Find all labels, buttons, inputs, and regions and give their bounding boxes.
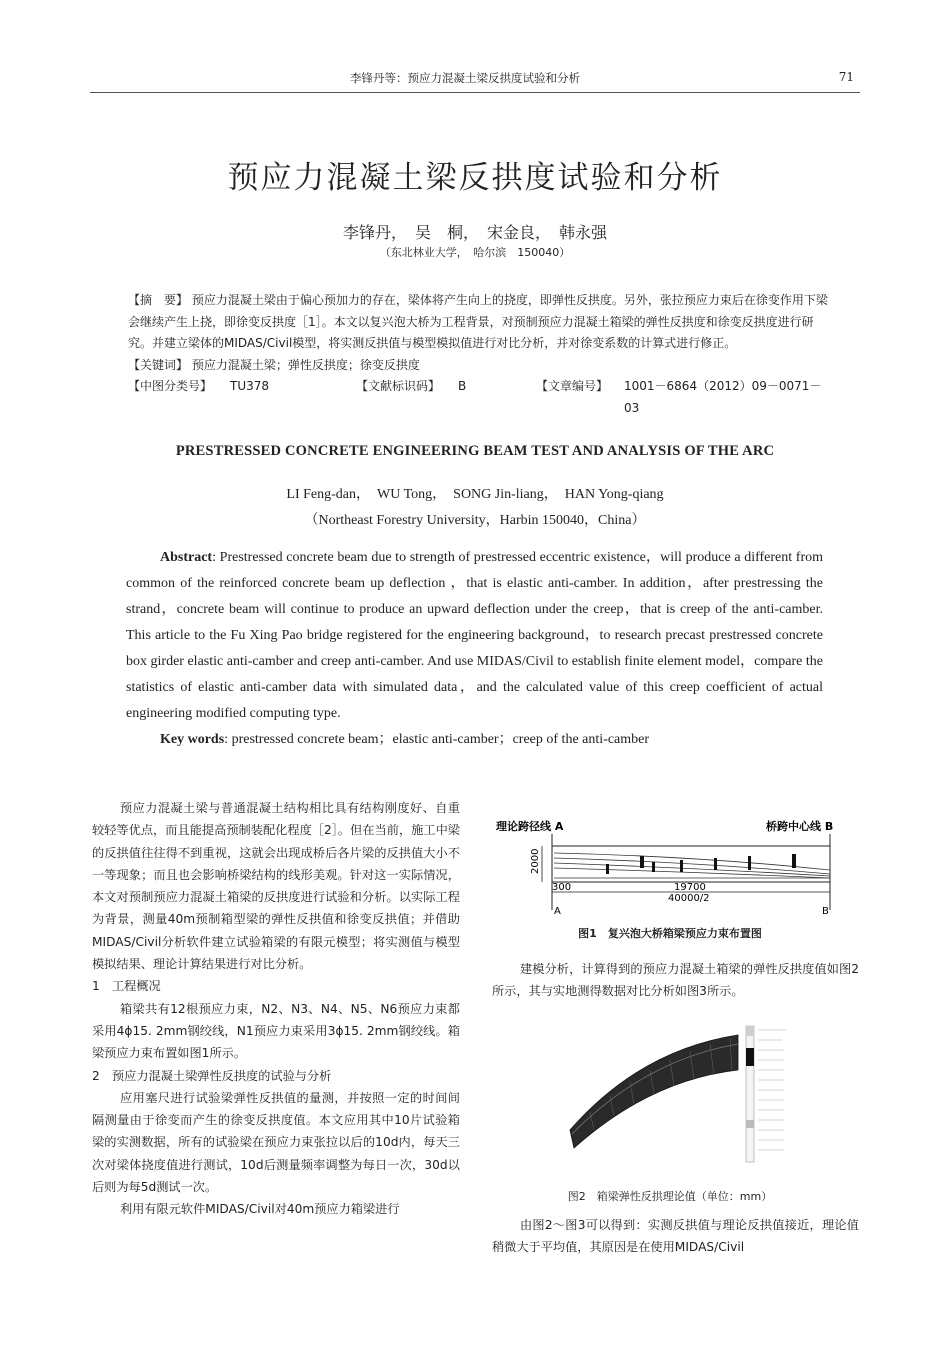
- fig1-point-a: A: [554, 906, 561, 916]
- running-header: [90, 70, 860, 93]
- fig1-anchor: [748, 856, 751, 870]
- abstract-en-text: Prestressed concrete beam due to strength of prestressed eccentric existence，will produce a different from common of the reinforced concrete beam up deflection ，that is elastic anti-camber. In addition，after prestressing the strand，concrete beam will continue to produce an upward deflection under the creep，that is creep of the anti-camber. This article to the Fu Xing Pao bridge registered for the engineering background，to research precast prestressed concrete box girder elastic anti-camber and creep anti-camber. And use MIDAS/Civil to establish finite element model，compare the statistics of elastic anti-camber data with simulated data，and the calculated value of this creep coefficient of actual engineering modified computing type.: [126, 550, 823, 721]
- section-2-paragraph-1: 应用塞尺进行试验梁弹性反拱值的量测，并按照一定的时间间隔测量由于徐变而产生的徐变反拱度值。本文应用其中10片试验箱梁的实测数据，所有的试验梁在预应力束张拉以后的10d内，每天三次对梁体挠度值进行测试，10d后测量频率调整为每日一次，30d以后则为每5d测试一次。: [92, 1090, 460, 1195]
- section-2-paragraph-2: 利用有限元软件MIDAS/Civil对40m预应力箱梁进行: [120, 1202, 400, 1217]
- english-abstract-block: [126, 545, 823, 753]
- fig1-label-left: 理论跨径线 A: [496, 820, 564, 833]
- figure-2-caption: 图2 箱梁弹性反拱理论值（单位：mm）: [567, 1190, 773, 1203]
- figure-1-tendon-layout: [494, 818, 846, 916]
- classification-row: [128, 376, 828, 415]
- body-left-column: [92, 797, 460, 1221]
- keywords-cn-text: 预应力混凝土梁；弹性反拱度；徐变反拱度: [191, 357, 420, 372]
- clc-value: TU378: [230, 379, 270, 393]
- section-1-heading: 1 工程概况: [92, 979, 161, 994]
- fig1-anchor: [606, 864, 609, 874]
- paper-title: 预应力混凝土梁反拱度试验和分析: [227, 160, 723, 196]
- english-keywords: Key words: prestressed concrete beam；elastic anti-camber；creep of the anti-camber: [160, 732, 650, 747]
- abstract-cn-label: 【摘 要】: [128, 293, 189, 307]
- clc-label: 【中图分类号】: [128, 379, 213, 393]
- art-value: 1001－6864（2012）09－0071－03: [624, 379, 822, 415]
- authors: 李锋丹， 吴 桐， 宋金良， 韩永强: [342, 223, 607, 242]
- keywords-en-label: Key words: [160, 732, 225, 747]
- figure-1-caption: 图1 复兴泡大桥箱梁预应力束布置图: [578, 927, 762, 940]
- english-title: PRESTRESSED CONCRETE ENGINEERING BEAM TEST AND ANALYSIS OF THE ARC: [175, 443, 775, 459]
- right-paragraph-2: 由图2～图3可以得到：实测反拱值与理论反拱值接近，理论值稍微大于平均值，其原因是在使用MIDAS/Civil: [492, 1218, 859, 1255]
- running-title: 李锋丹等：预应力混凝土梁反拱度试验和分析: [350, 71, 580, 85]
- english-affiliation: （Northeast Forestry University，Harbin 150040，China）: [304, 513, 646, 528]
- fig2-legend: [746, 1026, 786, 1162]
- fig1-dim-300: 300: [552, 882, 572, 893]
- abstract-en-label: Abstract: [160, 550, 213, 565]
- keywords-cn: [128, 355, 828, 377]
- keywords-en-text: prestressed concrete beam；elastic anti-camber；creep of the anti-camber: [231, 732, 650, 747]
- intro-paragraph: 预应力混凝土梁与普通混凝土结构相比具有结构刚度好、自重较轻等优点，而且能提高预制装配化程度［2］。但在当前，施工中梁的反拱值往往得不到重视，这就会出现成桥后各片梁的反拱值大小不一等现象；而且也会影响桥梁结构的线形美观。针对这一实际情况，本文对预制预应力混凝土箱梁的反拱度进行试验和分析。以实际工程为背景，测量40m预制箱型梁的弹性反拱值和徐变反拱值；并借助MIDAS/Civil分析软件建立试验箱梁的有限元模型；将实测值与模型模拟结果、理论计算结果进行对比分析。: [92, 801, 460, 972]
- fig1-tendon: [554, 853, 830, 870]
- english-authors: LI Feng-dan， WU Tong， SONG Jin-liang， HAN Yong-qiang: [286, 487, 664, 502]
- section-1-text: 箱梁共有12根预应力束，N2、N3、N4、N5、N6预应力束都采用4ϕ15. 2mm钢绞线，N1预应力束采用3ϕ15. 2mm钢绞线。箱梁预应力束布置如图1所示。: [92, 1001, 460, 1061]
- right-paragraph-1: 建模分析，计算得到的预应力混凝土箱梁的弹性反拱度值如图2所示，其与实地测得数据对比分析如图3所示。: [492, 962, 859, 999]
- keywords-cn-label: 【关键词】: [128, 357, 189, 372]
- fig1-dim-19700: 19700: [674, 882, 706, 893]
- figure-2-camber-model: [560, 1020, 790, 1170]
- fig1-label-right: 桥跨中心线 B: [766, 820, 834, 833]
- fig2-beam-shape: [570, 1035, 738, 1148]
- page-number: 71: [838, 70, 854, 84]
- fig1-anchor: [640, 856, 644, 868]
- affiliation: （东北林业大学， 哈尔滨 150040）: [379, 246, 571, 259]
- fig1-tendon: [554, 868, 830, 878]
- section-2-heading: 2 预应力混凝土梁弹性反拱度的试验与分析: [92, 1068, 332, 1083]
- fig1-anchor: [652, 862, 655, 872]
- doc-label: 【文献标识码】: [356, 379, 441, 393]
- fig1-dim-half: 40000/2: [668, 893, 710, 904]
- chinese-abstract-block: [128, 290, 828, 415]
- body-right-column-upper: [492, 958, 859, 1003]
- fig1-anchor: [680, 860, 683, 872]
- body-right-column-lower: [492, 1214, 859, 1259]
- fig1-point-b: B: [822, 906, 829, 916]
- fig1-anchor: [792, 854, 796, 868]
- abstract-cn-text: 预应力混凝土梁由于偏心预加力的存在，梁体将产生向上的挠度，即弹性反拱度。另外，张拉预应力束后在徐变作用下梁会继续产生上挠，即徐变反拱度［1］。本文以复兴泡大桥为工程背景，对预制预应力混凝土箱梁的弹性反拱度和徐变反拱度进行研究。并建立梁体的MIDAS/Civil模型，将实测反拱值与模型模拟值进行对比分析，并对徐变系数的计算式进行修正。: [128, 293, 828, 350]
- fig1-anchor: [714, 858, 717, 870]
- art-label: 【文章编号】: [536, 379, 609, 393]
- english-abstract: Abstract: Prestressed concrete beam due to strength of prestressed eccentric existence，will produce a different from common of the reinforced concrete beam up deflection ，that is elastic anti-camber. In addition，after prestressing the strand，concrete beam will continue to produce an upward deflection under the creep，that is creep of the anti-camber. This article to the Fu Xing Pao bridge registered for the engineering background，to research precast prestressed concrete box girder elastic anti-camber and creep anti-camber. And use MIDAS/Civil to establish finite element model，compare the statistics of elastic anti-camber data with simulated data，and the calculated value of this creep coefficient of actual engineering modified computing type.: [126, 550, 823, 721]
- doc-value: B: [458, 379, 467, 393]
- fig1-dim-height: 2000: [530, 848, 541, 874]
- abstract-cn: [128, 290, 828, 355]
